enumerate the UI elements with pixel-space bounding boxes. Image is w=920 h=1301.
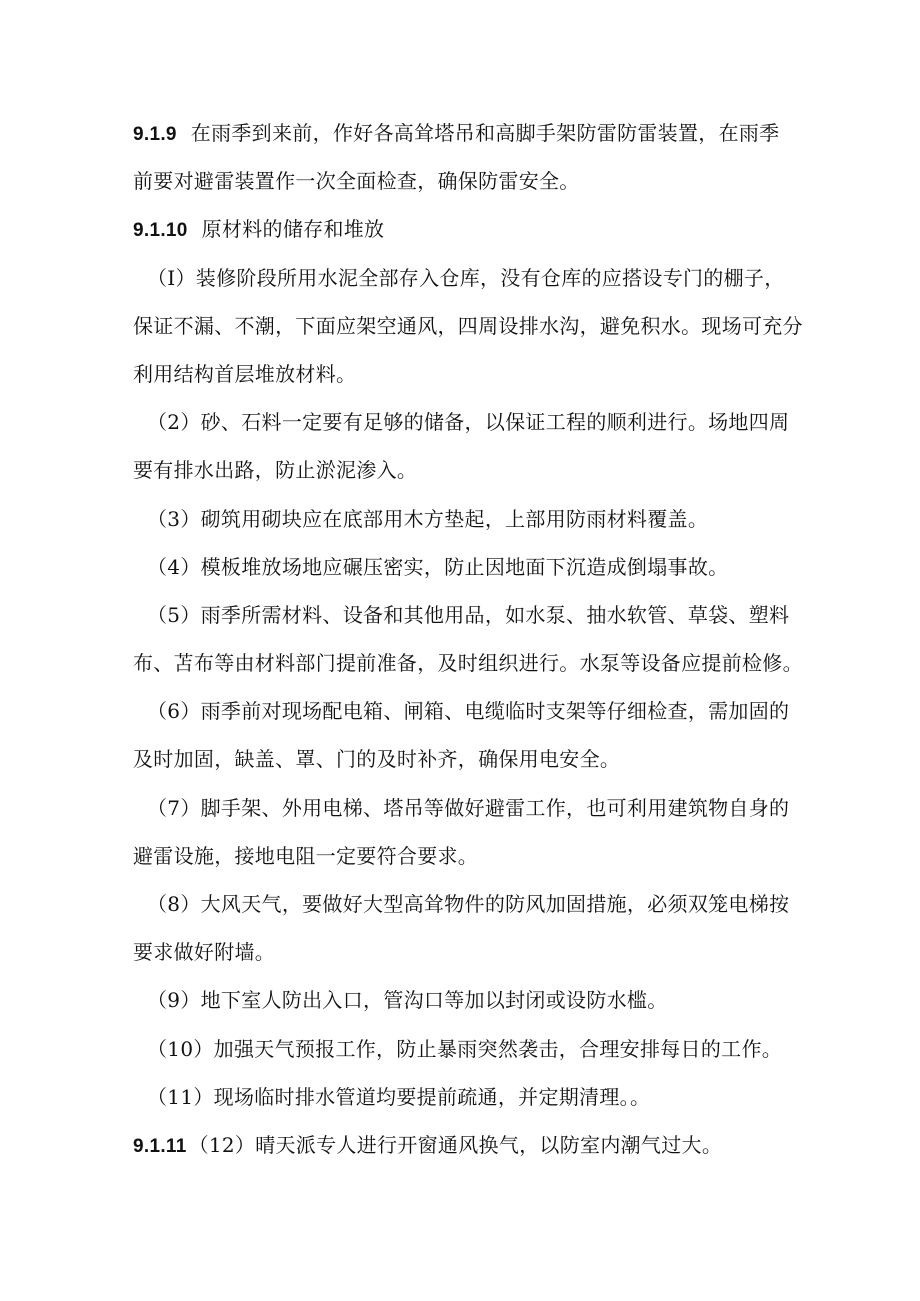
item-line: 利用结构首层堆放材料。 xyxy=(133,361,357,386)
item-line: 要有排水出路，防止淤泥渗入。 xyxy=(133,458,418,483)
item-line: （11）现场临时排水管道均要提前疏通，并定期清理。。 xyxy=(147,1084,651,1109)
item-line: （7）脚手架、外用电梯、塔吊等做好避雷工作，也可利用建筑物自身的 xyxy=(147,795,790,820)
item-line: （5）雨季所需材料、设备和其他用品，如水泵、抽水软管、草袋、塑料 xyxy=(147,602,790,627)
item-line: 保证不漏、不潮，下面应架空通风，四周设排水沟，避免积水。现场可充分 xyxy=(133,313,803,338)
section-number: 9.1.11 xyxy=(133,1135,187,1157)
item-line: （I）装修阶段所用水泥全部存入仓库，没有仓库的应搭设专门的棚子， xyxy=(147,265,785,290)
item-line: 及时加固，缺盖、罩、门的及时补齐，确保用电安全。 xyxy=(133,747,621,772)
item-line: （3）砌筑用砌块应在底部用木方垫起，上部用防雨材料覆盖。 xyxy=(147,506,709,531)
item-line: 布、苫布等由材料部门提前准备，及时组织进行。水泵等设备应提前检修。 xyxy=(133,651,803,676)
section-number: 9.1.9 xyxy=(133,124,177,145)
item-line: （10）加强天气预报工作，防止暴雨突然袭击，合理安排每日的工作。 xyxy=(147,1036,783,1061)
section-9-1-9-line xyxy=(133,109,803,157)
item-line: 避雷设施，接地电阻一定要符合要求。 xyxy=(133,843,479,868)
item-line: （9）地下室人防出入口，管沟口等加以封闭或设防水槛。 xyxy=(147,988,668,1013)
section-title: 原材料的储存和堆放 xyxy=(201,217,385,242)
paragraph-text: （12）晴天派专人进行开窗通风换气，以防室内潮气过大。 xyxy=(188,1132,723,1157)
section-9-1-11-line xyxy=(133,1121,803,1169)
item-line: 要求做好附墙。 xyxy=(133,940,276,965)
section-9-1-10-heading xyxy=(133,205,803,253)
item-line: （6）雨季前对现场配电箱、闸箱、电缆临时支架等仔细检查，需加固的 xyxy=(147,699,790,724)
document-body xyxy=(133,109,803,1169)
item-line: （2）砂、石料一定要有足够的储备，以保证工程的顺利进行。场地四周 xyxy=(147,410,790,435)
item-line: （4）模板堆放场地应碾压密实，防止因地面下沉造成倒塌事故。 xyxy=(147,554,729,579)
item-line: （8）大风天气，要做好大型高耸物件的防风加固措施，必须双笼电梯按 xyxy=(147,892,790,916)
paragraph-line: 前要对避雷装置作一次全面检查，确保防雷安全。 xyxy=(133,169,580,194)
section-number: 9.1.10 xyxy=(133,220,188,242)
paragraph-text: 在雨季到来前，作好各高耸塔吊和高脚手架防雷防雷装置，在雨季 xyxy=(190,121,780,145)
